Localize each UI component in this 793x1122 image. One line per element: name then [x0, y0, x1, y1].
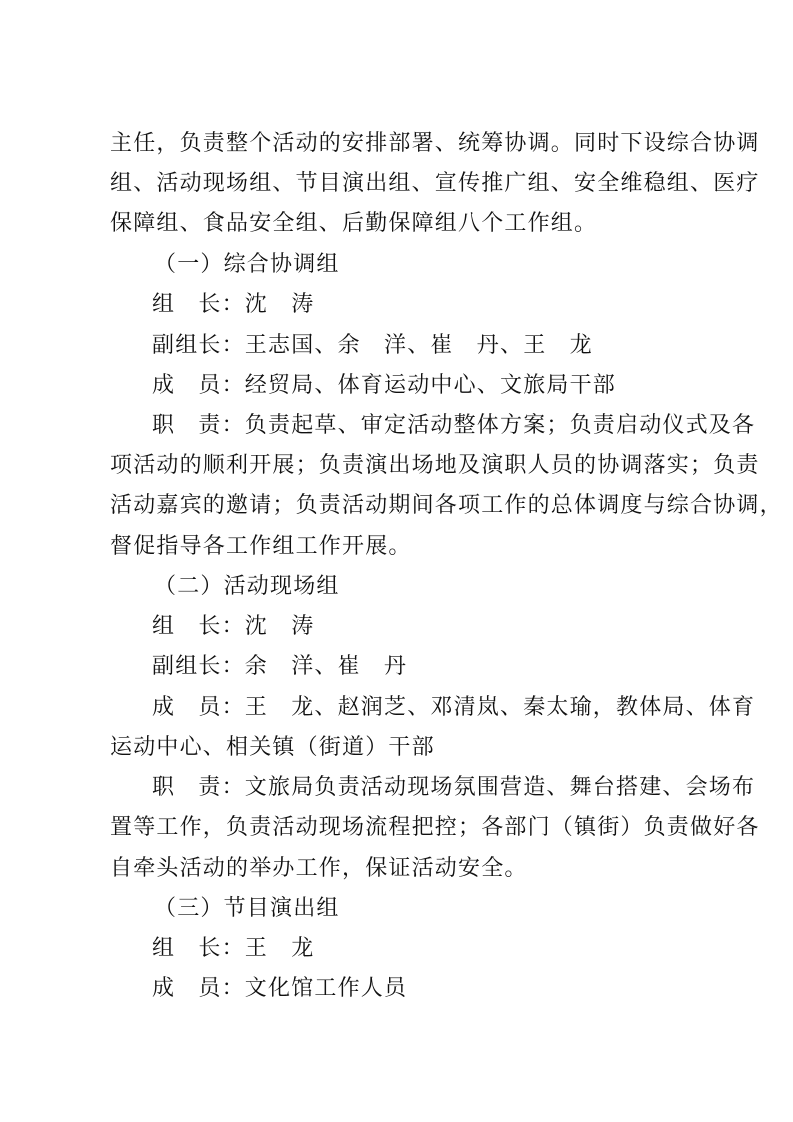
section3-members: 成 员：文化馆工作人员: [152, 976, 408, 1001]
section2-leader: 组 长：沈 涛: [152, 614, 315, 639]
section1-duties-line-4: 督促指导各工作组工作开展。: [110, 534, 412, 559]
section1-leader: 组 长：沈 涛: [152, 292, 315, 317]
section2-duties-line-3: 自牵头活动的举办工作，保证活动安全。: [110, 856, 528, 881]
section2-duties-line-2: 置等工作，负责活动现场流程把控；各部门（镇街）负责做好各: [110, 815, 760, 840]
section3-leader: 组 长：王 龙: [152, 936, 315, 961]
section1-duties-line-1: 职 责：负责起草、审定活动整体方案；负责启动仪式及各: [152, 413, 756, 438]
intro-line-3: 保障组、食品安全组、后勤保障组八个工作组。: [110, 211, 598, 236]
section2-duties-line-1: 职 责：文旅局负责活动现场氛围营造、舞台搭建、会场布: [152, 775, 756, 800]
section2-heading: （二）活动现场组: [154, 574, 340, 599]
section1-duties-line-2: 项活动的顺利开展；负责演出场地及演职人员的协调落实；负责: [110, 453, 760, 478]
section1-deputy: 副组长：王志国、余 洋、崔 丹、王 龙: [152, 333, 593, 358]
section1-duties-line-3: 活动嘉宾的邀请；负责活动期间各项工作的总体调度与综合协调，: [110, 493, 783, 518]
section1-heading: （一）综合协调组: [154, 252, 340, 277]
intro-line-1: 主任，负责整个活动的安排部署、统筹协调。同时下设综合协调: [110, 131, 760, 156]
section2-deputy: 副组长：余 洋、崔 丹: [152, 654, 408, 679]
section2-members-line-2: 运动中心、相关镇（街道）干部: [110, 735, 435, 760]
intro-line-2: 组、活动现场组、节目演出组、宣传推广组、安全维稳组、医疗: [110, 171, 760, 196]
section1-members: 成 员：经贸局、体育运动中心、文旅局干部: [152, 373, 617, 398]
section2-members-line-1: 成 员：王 龙、赵润芝、邓清岚、秦太瑜，教体局、体育: [152, 695, 756, 720]
section3-heading: （三）节目演出组: [154, 896, 340, 921]
